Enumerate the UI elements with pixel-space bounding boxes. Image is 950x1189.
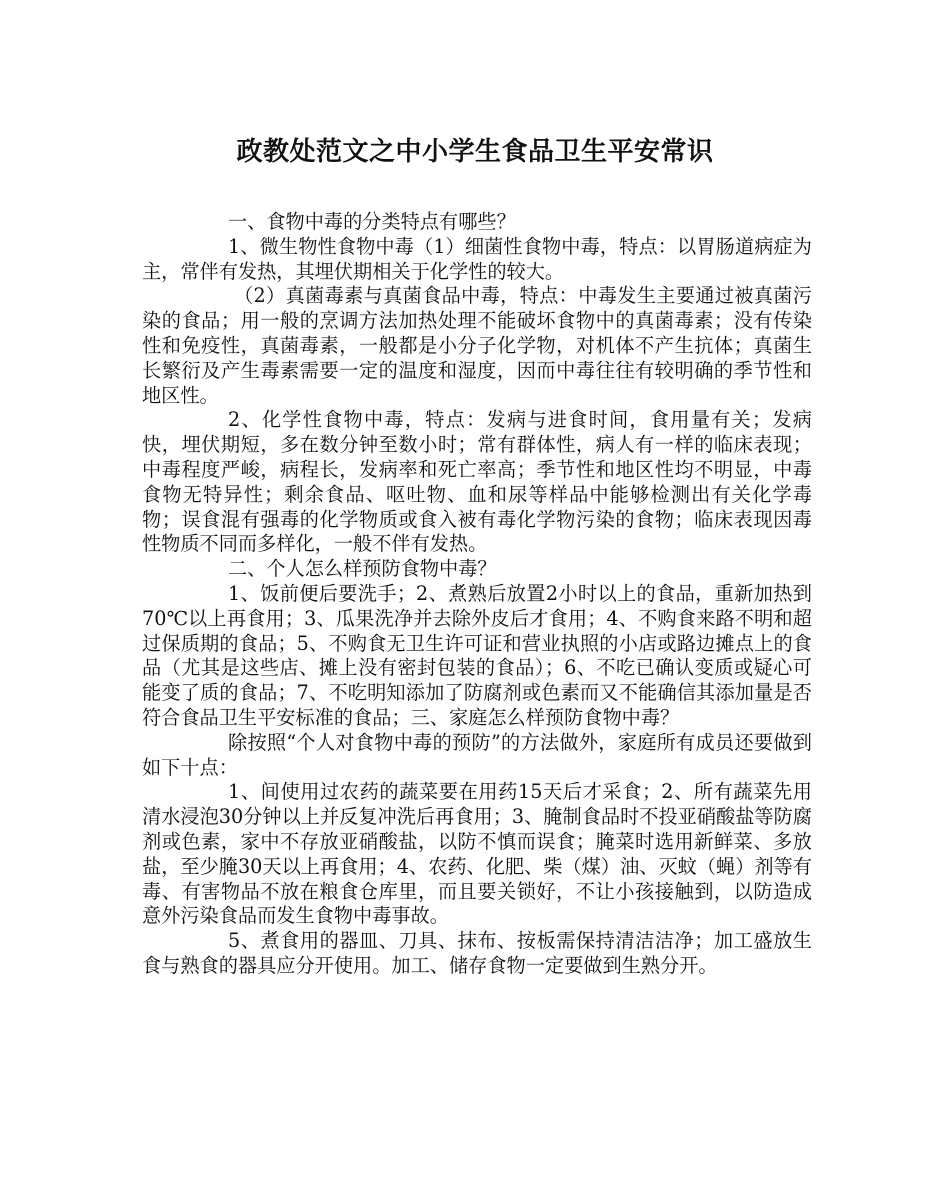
paragraph-family-intro: 除按照“个人对食物中毒的预防”的方法做外，家庭所有成员还要做到如下十点：: [142, 730, 812, 779]
paragraph-chemical-poisoning: 2、化学性食物中毒，特点：发病与进食时间，食用量有关；发病快，埋伏期短，多在数分钟至数小时；常有群体性，病人有一样的临床表现；中毒程度严峻，病程长，发病率和死亡率高；季节性和地区性均不明显，中毒食物无特异性；剩余食品、呕吐物、血和尿等样品中能够检测出有关化学毒物；误食混有强毒的化学物质或食入被有毒化学物污染的食物；临床表现因毒性物质不同而多样化，一般不伴有发热。: [142, 408, 812, 556]
paragraph-microbial-poisoning: 1、微生物性食物中毒（1）细菌性食物中毒，特点：以胃肠道病症为主，常伴有发热，其埋伏期相关于化学性的较大。: [142, 234, 812, 283]
paragraph-family-rules: 1、间使用过农药的蔬菜要在用药15天后才采食；2、所有蔬菜先用清水浸泡30分钟以上并反复冲洗后再食用；3、腌制食品时不投亚硝酸盐等防腐剂或色素，家中不存放亚硝酸盐，以防不慎而误食；腌菜时选用新鲜菜、多放盐，至少腌30天以上再食用；4、农药、化肥、柴（煤）油、灭蚊（蝇）剂等有毒、有害物品不放在粮食仓库里，而且要关锁好，不让小孩接触到，以防造成意外污染食品而发生食物中毒事故。: [142, 780, 812, 928]
paragraph-utensils: 5、煮食用的器皿、刀具、抹布、按板需保持清洁洁净；加工盛放生食与熟食的器具应分开使用。加工、储存食物一定要做到生熟分开。: [142, 929, 812, 977]
section-heading-1: 一、食物中毒的分类特点有哪些？: [228, 210, 516, 233]
document-title: 政教处范文之中小学生食品卫生平安常识: [236, 137, 714, 167]
section-heading-2: 二、个人怎么样预防食物中毒？: [228, 557, 497, 581]
document-body: [142, 210, 812, 979]
paragraph-personal-prevention: 1、饭前便后要洗手；2、煮熟后放置2小时以上的食品，重新加热到70℃以上再食用；3、瓜果洗净并去除外皮后才食用；4、不购食来路不明和超过保质期的食品；5、不购食无卫生许可证和营业执照的小店或路边摊点上的食品（尤其是这些店、摊上没有密封包装的食品）；6、不吃已确认变质或疑心可能变了质的食品；7、不吃明知添加了防腐剂或色素而又不能确信其添加量是否符合食品卫生平安标准的食品；三、家庭怎么样预防食物中毒？: [142, 581, 812, 729]
paragraph-fungal-poisoning: （2）真菌毒素与真菌食品中毒，特点：中毒发生主要通过被真菌污染的食品；用一般的烹调方法加热处理不能破坏食物中的真菌毒素；没有传染性和免疫性，真菌毒素，一般都是小分子化学物，对机体不产生抗体；真菌生长繁衍及产生毒素需要一定的温度和湿度，因而中毒往往有较明确的季节性和地区性。: [142, 284, 812, 407]
